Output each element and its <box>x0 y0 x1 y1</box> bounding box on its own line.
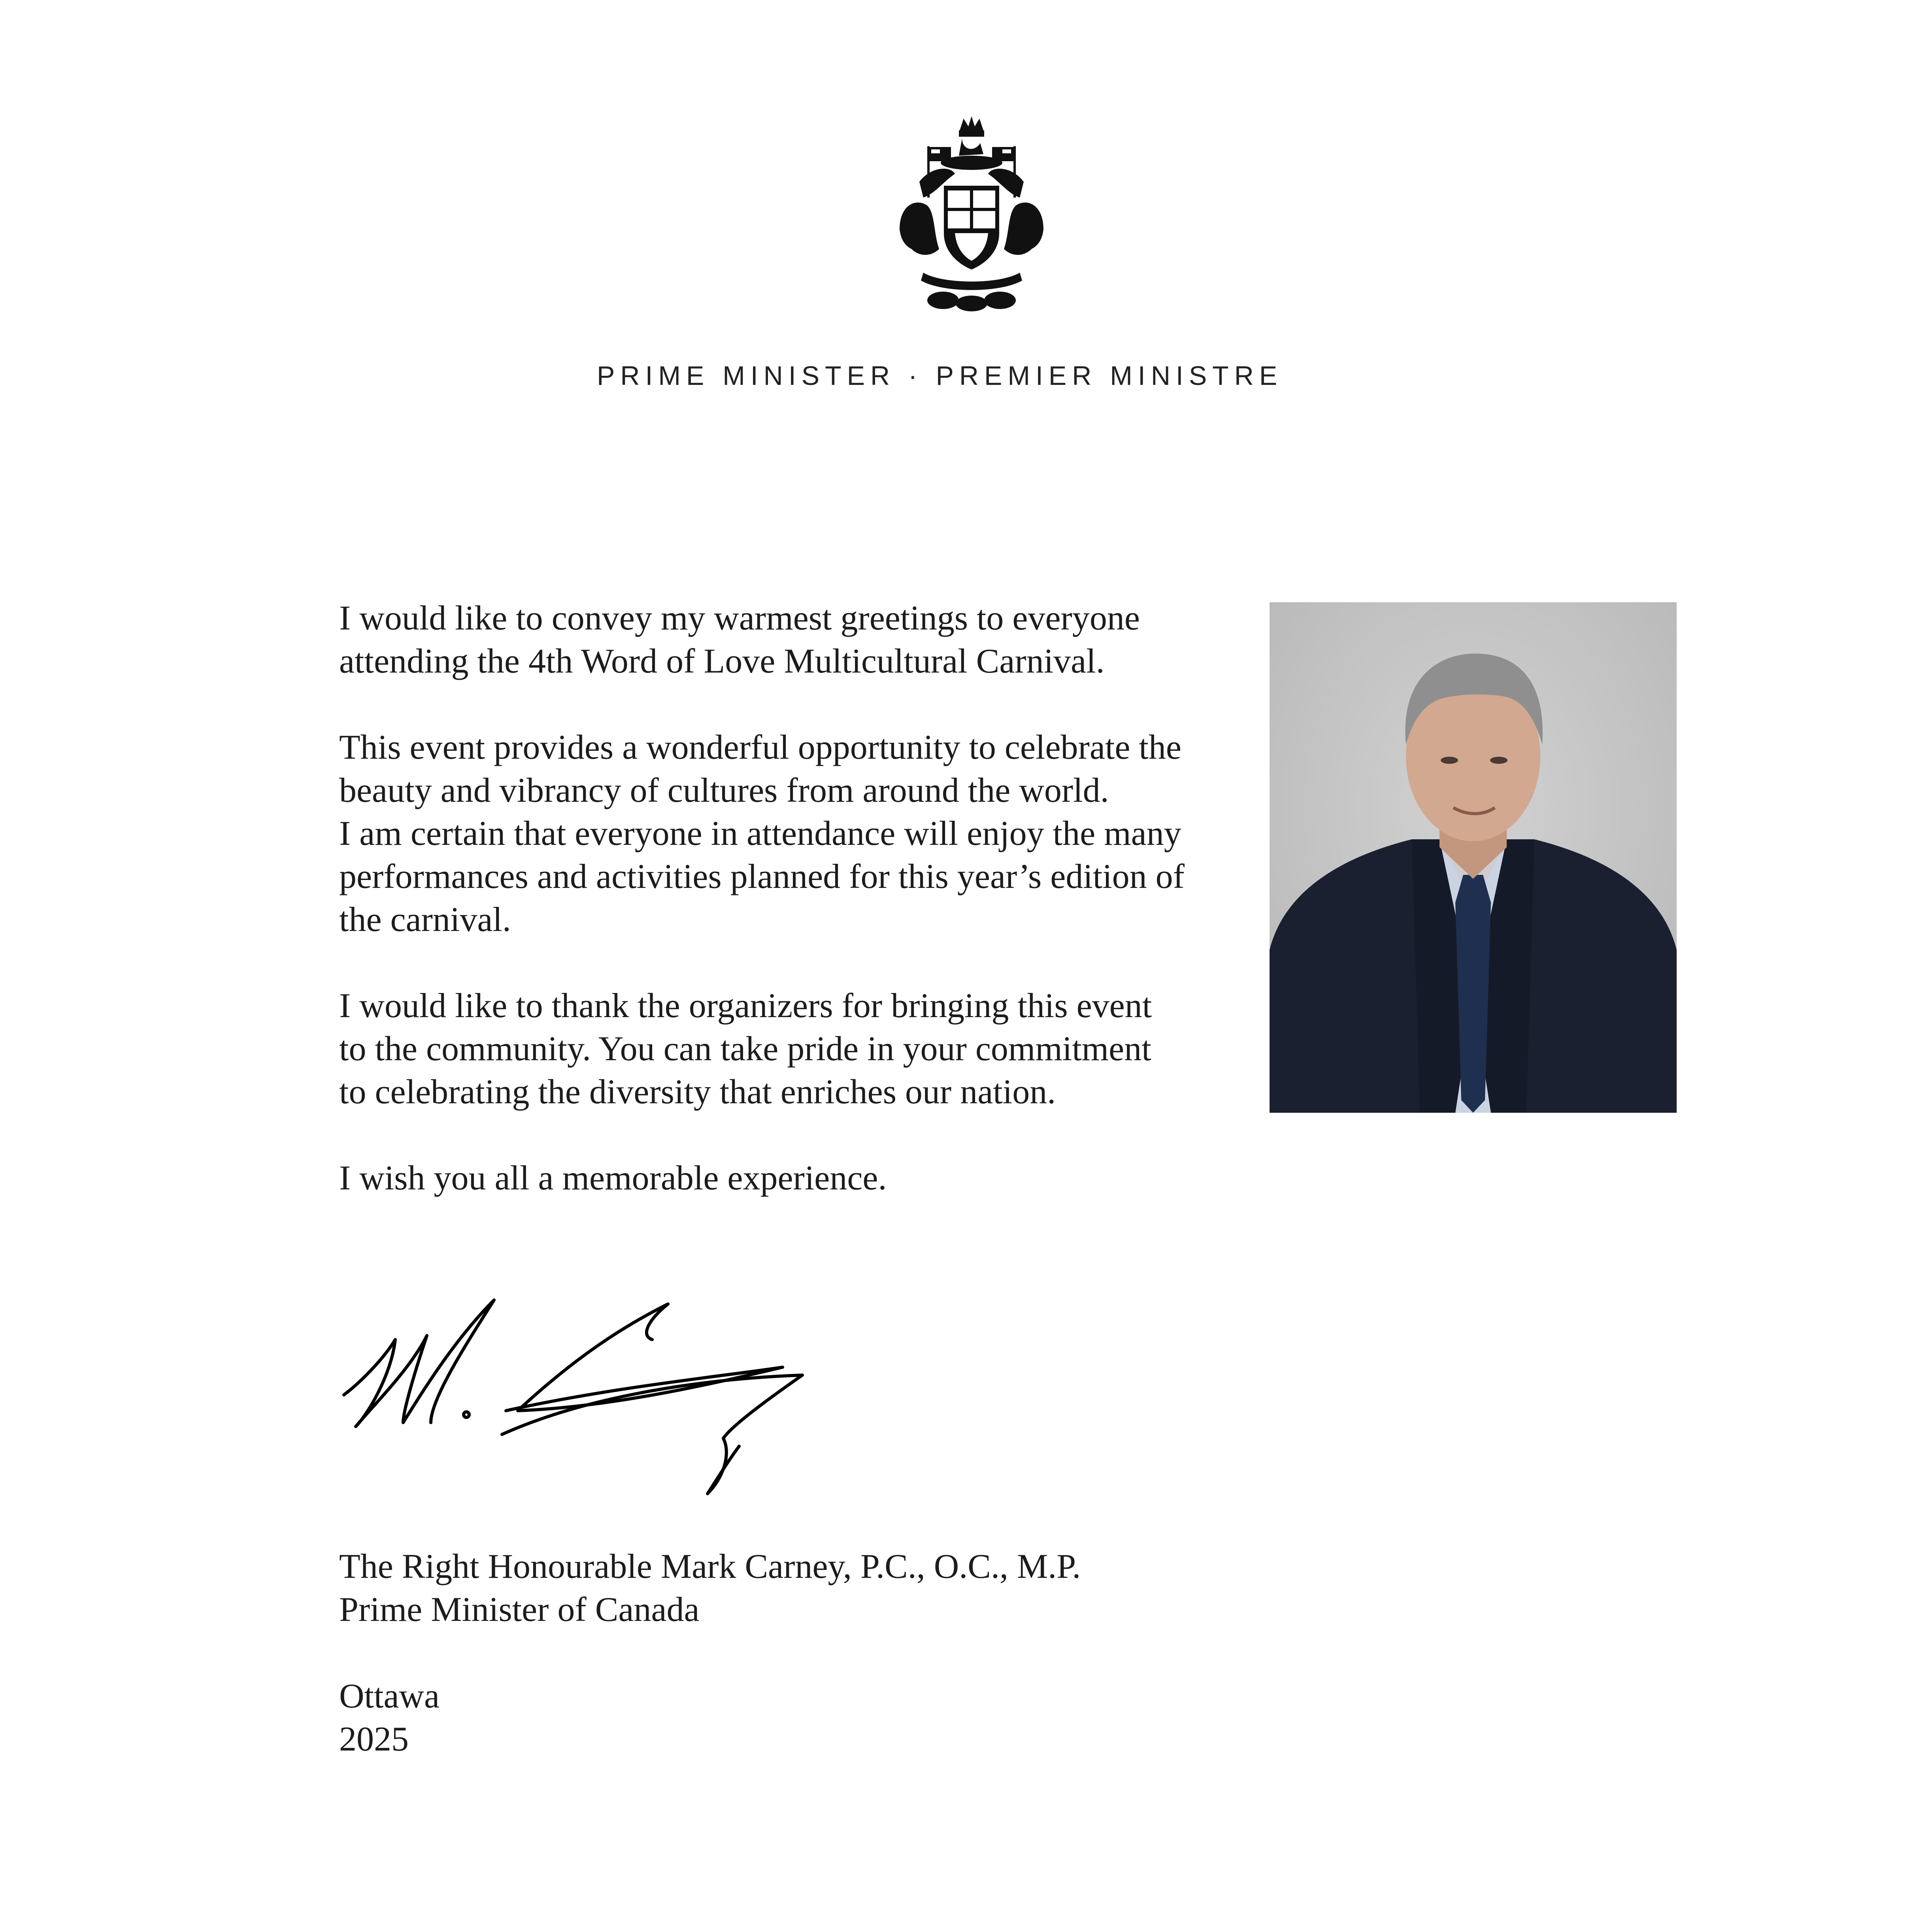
line: the carnival. <box>339 901 511 939</box>
paragraph-event <box>339 726 1264 941</box>
line: I would like to thank the organizers for bringing this event <box>339 987 1152 1025</box>
location-city: Ottawa <box>339 1677 440 1715</box>
line: I wish you all a memorable experience. <box>339 1159 887 1197</box>
canada-coat-of-arms-icon <box>896 115 1047 312</box>
place-date <box>339 1675 813 1761</box>
line: I would like to convey my warmest greetings to everyone <box>339 599 1140 637</box>
signer-name: The Right Honourable Mark Carney, P.C., O.C., M.P. <box>339 1547 1081 1586</box>
line: to the community. You can take pride in your commitment <box>339 1030 1151 1068</box>
paragraph-closing <box>339 1157 1264 1200</box>
office-title: PRIME MINISTER · PREMIER MINISTRE <box>597 361 1283 391</box>
line: This event provides a wonderful opportunity to celebrate the <box>339 728 1181 767</box>
location-year: 2025 <box>339 1720 409 1758</box>
signer-title: Prime Minister of Canada <box>339 1590 700 1629</box>
portrait-tie <box>1455 875 1491 1113</box>
line: beauty and vibrancy of cultures from around the world. <box>339 771 1109 810</box>
signer-block <box>339 1545 1525 1631</box>
paragraph-thanks <box>339 984 1264 1114</box>
line: to celebrating the diversity that enriches our nation. <box>339 1073 1056 1111</box>
line: I am certain that everyone in attendance will enjoy the many <box>339 814 1181 853</box>
line: attending the 4th Word of Love Multicultural Carnival. <box>339 642 1105 680</box>
line: performances and activities planned for this year’s edition of <box>339 857 1185 896</box>
handwritten-signature-icon <box>336 1280 921 1509</box>
prime-minister-portrait <box>1270 602 1677 1113</box>
paragraph-greeting <box>339 597 1264 683</box>
letter-body <box>339 597 1264 1243</box>
